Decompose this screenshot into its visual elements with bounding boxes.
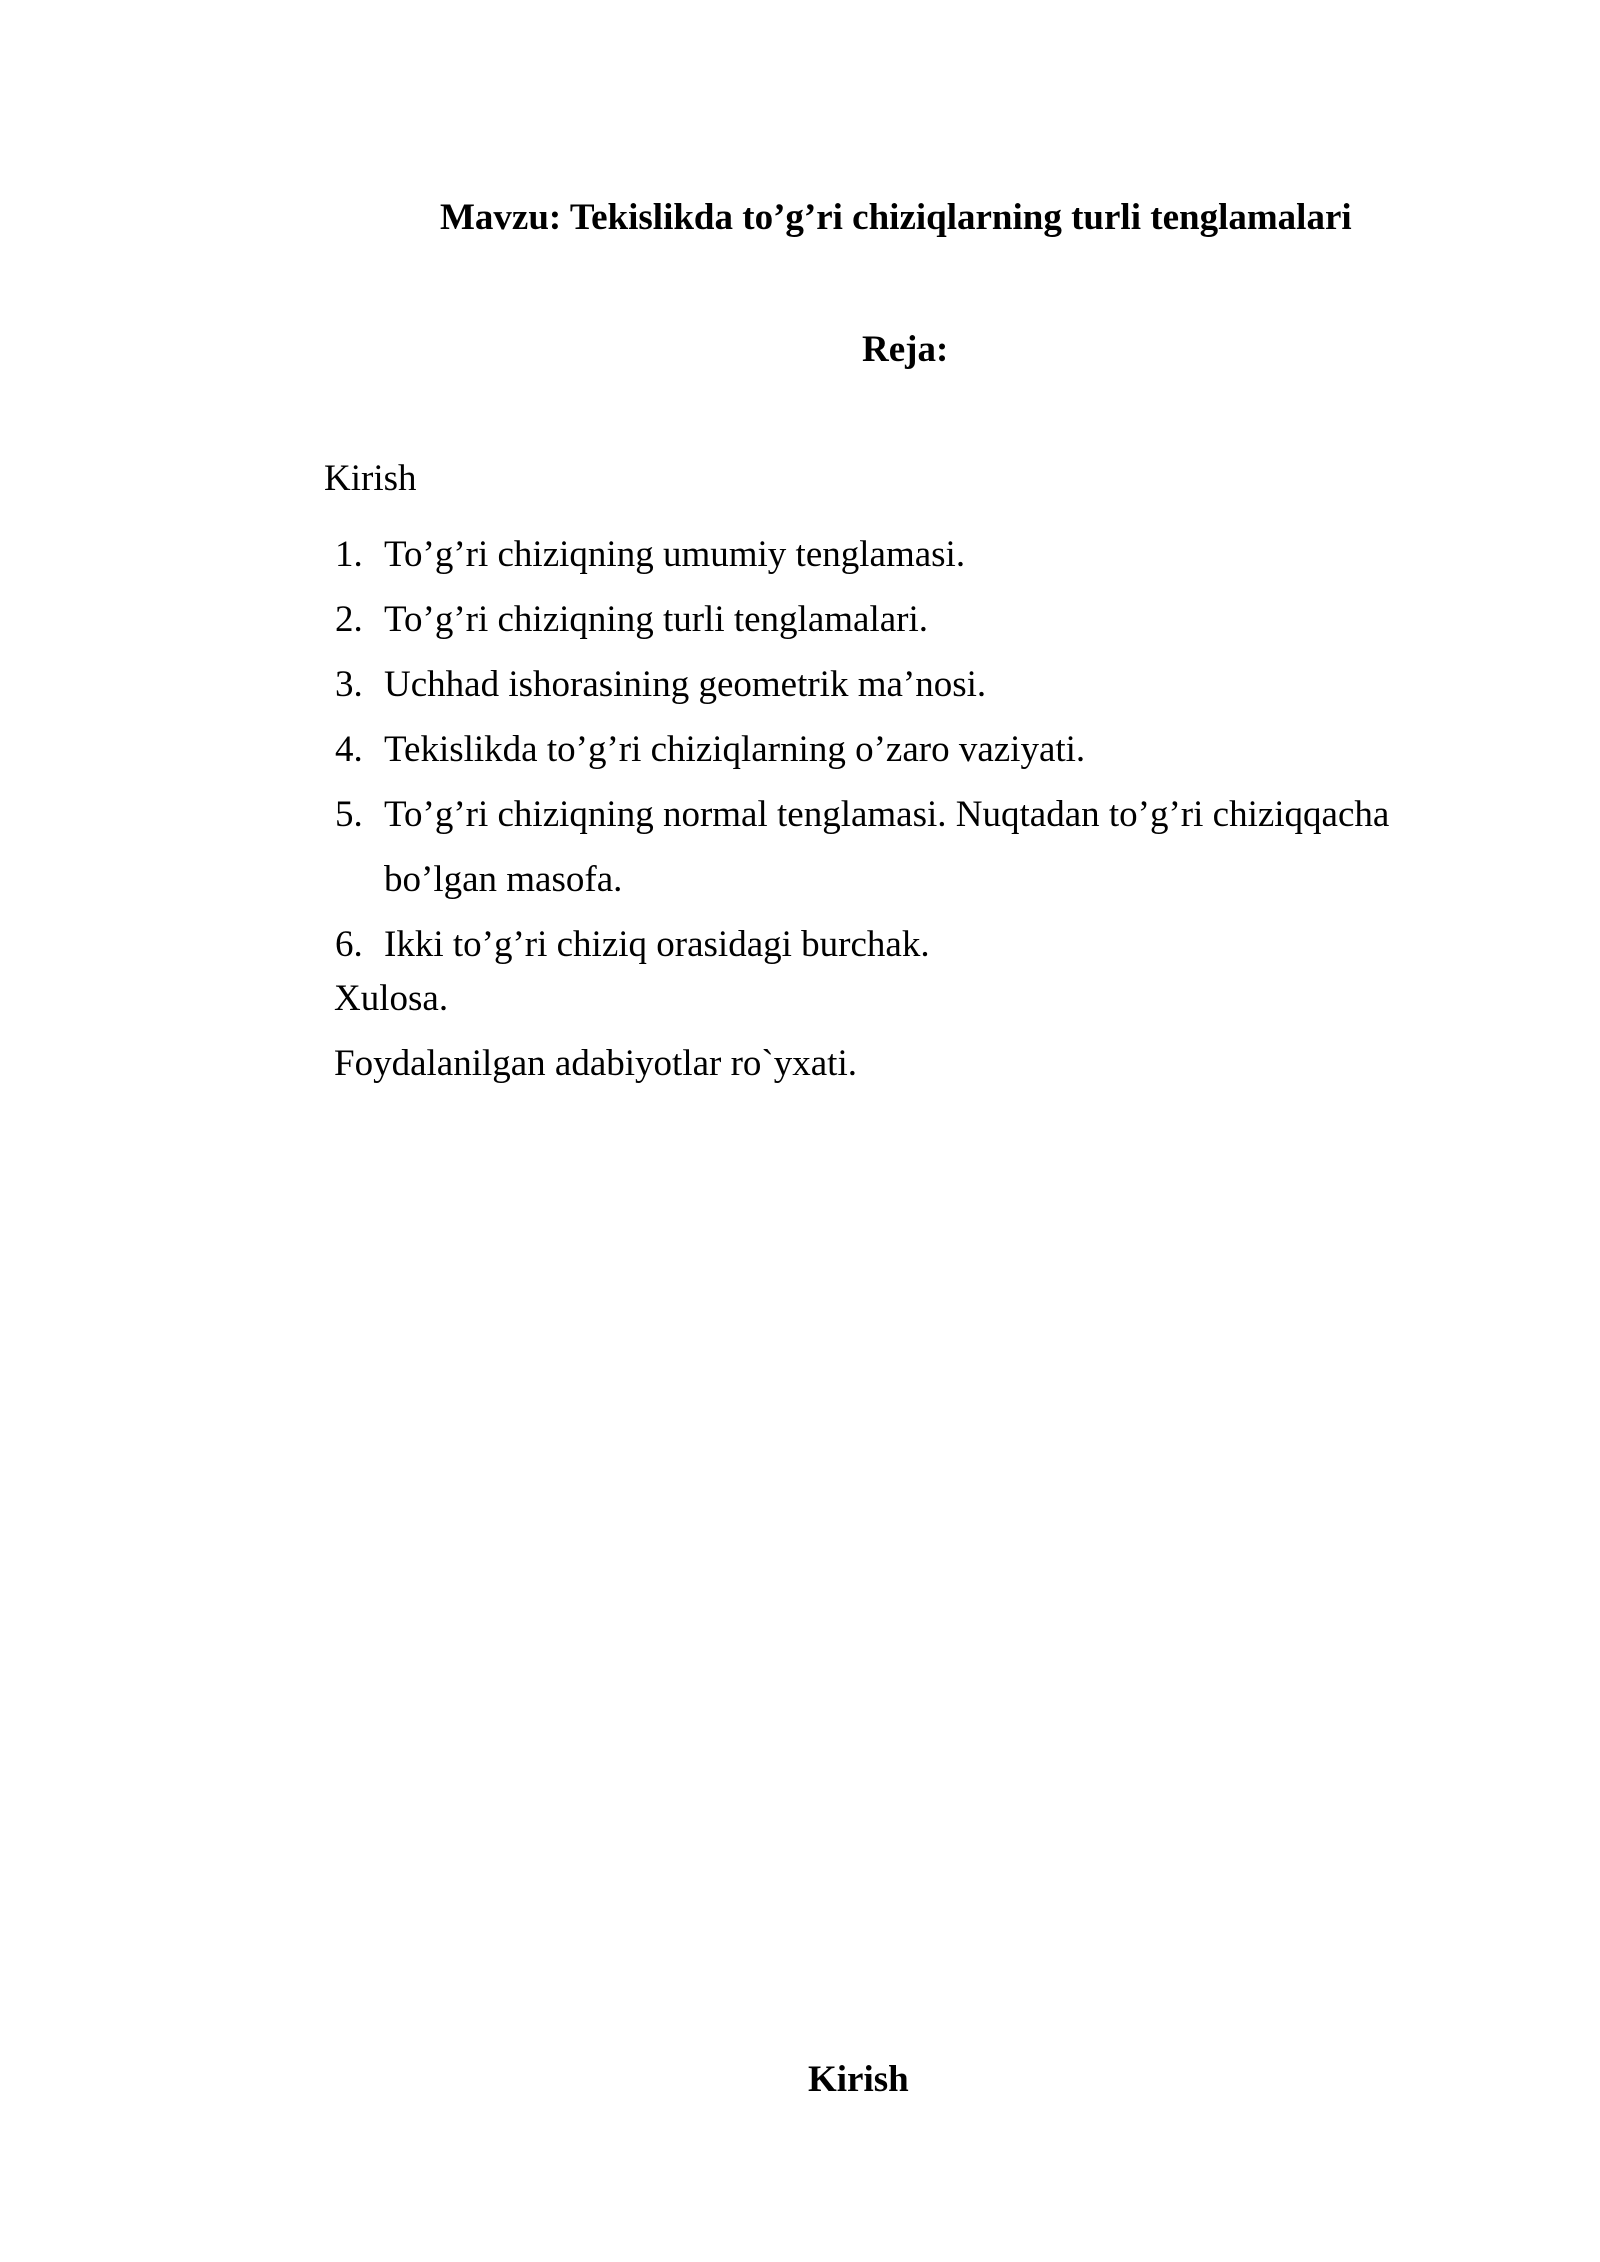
plan-item-number: 4. [335,729,363,770]
plan-item-4 [324,717,1424,782]
plan-conclusion: Xulosa. [334,978,449,1019]
plan-intro: Kirish [324,458,417,499]
plan-item-text: To’g’ri chiziqning umumiy tenglamasi. [384,534,966,575]
plan-references: Foydalanilgan adabiyotlar ro`yxati. [334,1043,857,1084]
plan-item-number: 6. [335,924,363,965]
plan-heading: Reja: [862,329,949,370]
plan-item-text: Tekislikda to’g’ri chiziqlarning o’zaro vaziyati. [384,729,1086,770]
plan-item-text: Uchhad ishorasining geometrik ma’nosi. [384,664,987,705]
plan-item-text: To’g’ri chiziqning normal tenglamasi. Nuqtadan to’g’ri chiziqqacha bo’lgan masofa. [384,794,1390,900]
plan-item-number: 1. [335,534,363,575]
plan-item-6 [324,912,1424,977]
plan-item-number: 2. [335,599,363,640]
section-heading: Kirish [808,2059,909,2100]
document-title: Mavzu: Tekislikda to’g’ri chiziqlarning turli tenglamalari [440,197,1352,238]
plan-item-3 [324,652,1424,717]
plan-item-number: 5. [335,794,363,835]
plan-item-1 [324,522,1424,587]
plan-item-text: Ikki to’g’ri chiziq orasidagi burchak. [384,924,930,965]
plan-item-number: 3. [335,664,363,705]
plan-item-2 [324,587,1424,652]
plan-item-text: To’g’ri chiziqning turli tenglamalari. [384,599,929,640]
plan-list [324,522,1424,977]
plan-item-5 [324,782,1424,912]
